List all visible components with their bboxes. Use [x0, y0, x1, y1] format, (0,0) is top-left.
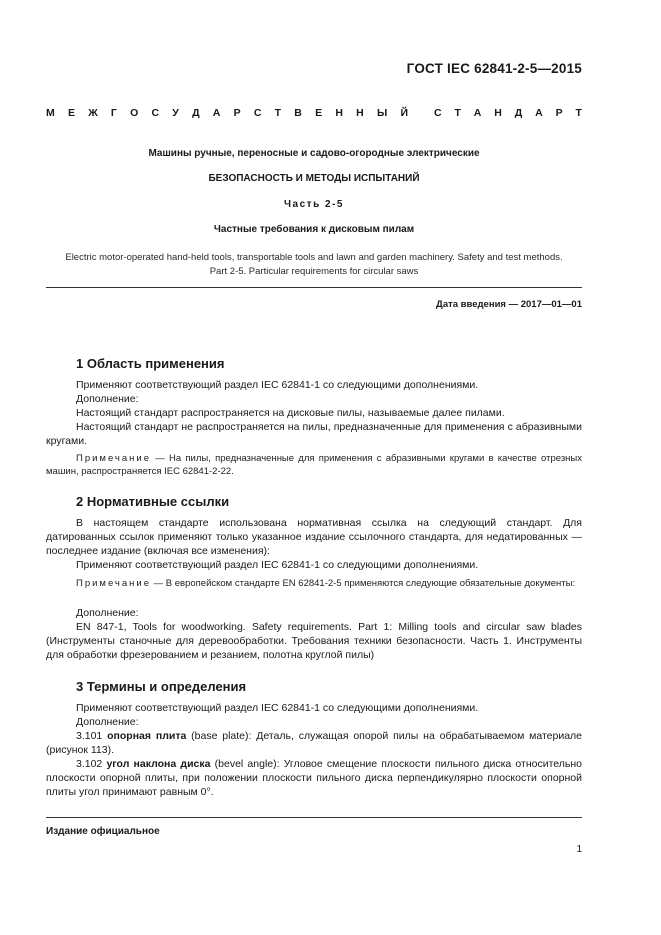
- banner-letter: О: [130, 107, 139, 119]
- section-2-heading: 2 Нормативные ссылки: [76, 494, 230, 509]
- section-2-p4: EN 847-1, Tools for woodworking. Safety requirements. Part 1: Milling tools and circular saw blades (Инструменты станочные для деревообработки. Требования техники безопасности. Часть 1. Инструменты для обработки фрезерованием и резанием, полотна круглой пилы): [46, 621, 582, 661]
- banner-letter: В: [294, 107, 302, 119]
- standard-designation: ГОСТ IEC 62841-2-5—2015: [406, 61, 582, 76]
- banner-letter: С: [151, 107, 160, 119]
- banner-word-standard: [434, 107, 582, 119]
- banner-letter: Й: [400, 107, 408, 119]
- section-1-p2: Дополнение:: [76, 393, 139, 405]
- title-part: Часть 2-5: [284, 199, 344, 210]
- section-1-p3: Настоящий стандарт распространяется на дисковые пилы, называемые далее пилами.: [76, 407, 505, 419]
- section-2-addition: [46, 606, 582, 662]
- title-english-line-2: Part 2-5. Particular requirements for circular saws: [209, 266, 419, 277]
- title-russian: Машины ручные, переносные и садово-огородные электрические: [148, 148, 480, 159]
- banner-letter: Д: [192, 107, 200, 119]
- banner-letter: А: [212, 107, 221, 119]
- header-divider: [46, 287, 582, 288]
- section-3-p1: Применяют соответствующий раздел IEC 62841-1 со следующими дополнениями.: [76, 702, 479, 714]
- banner-letter: Д: [514, 107, 523, 119]
- banner-letter: М: [46, 107, 55, 119]
- title-english: [46, 251, 582, 279]
- section-2-p2: Применяют соответствующий раздел IEC 62841-1 со следующими дополнениями.: [76, 559, 479, 571]
- banner-letter: Т: [454, 107, 461, 119]
- title-safety: БЕЗОПАСНОСТЬ И МЕТОДЫ ИСПЫТАНИЙ: [208, 173, 420, 184]
- section-1-note-text: — На пилы, предназначенные для применения с абразивными кругами в качестве отрезных машин, распространяется IEC 62841-2-22.: [46, 453, 582, 477]
- banner-letter: С: [434, 107, 442, 119]
- section-3-paragraphs: [46, 701, 582, 799]
- banner-letter: Г: [110, 107, 117, 119]
- banner-letter: Ы: [376, 107, 388, 119]
- section-2-p1: В настоящем стандарте использована нормативная ссылка на следующий стандарт. Для датированных ссылок применяют только указанное издание ссылочного стандарта, для недатированных — последнее издание (включая все изменения):: [46, 517, 582, 557]
- section-2-p3: Дополнение:: [76, 607, 139, 619]
- banner-letter: А: [535, 107, 543, 119]
- section-2-note-text: — В европейском стандарте EN 62841-2-5 применяются следующие обязательные документы:: [151, 578, 576, 589]
- banner-letter: Н: [494, 107, 502, 119]
- section-1-p4: Настоящий стандарт не распространяется на пилы, предназначенные для применения с абразивными кругами.: [46, 421, 582, 447]
- term-3-102-definition: (bevel angle): Угловое смещение плоскости пильного диска относительно плоскости опорной плиты, при положении плоскости пильного диска перпендикулярно плоскости опорной плиты угол принимают равным 0°.: [46, 758, 582, 798]
- section-1-note: [46, 452, 582, 478]
- term-3-102-term: угол наклона диска: [106, 758, 211, 770]
- term-3-101-definition: (base plate): Деталь, служащая опорой пилы на обрабатываемом материале (рисунок 113).: [46, 730, 583, 756]
- term-3-102-number: 3.102: [76, 758, 103, 770]
- title-particular-requirements: Частные требования к дисковым пилам: [213, 224, 415, 235]
- banner-letter: Н: [356, 107, 364, 119]
- page-number: 1: [576, 844, 582, 855]
- section-2-paragraphs: [46, 516, 582, 572]
- section-3-heading: 3 Термины и определения: [76, 679, 247, 694]
- banner-letter: Е: [315, 107, 323, 119]
- term-3-101-term: опорная плита: [107, 730, 187, 742]
- title-english-line-1: Electric motor-operated hand-held tools, transportable tools and lawn and garden machinery. Safety and test methods.: [65, 252, 563, 263]
- section-1-paragraphs: [46, 378, 582, 448]
- section-2-note: [46, 577, 582, 590]
- banner-letter: Е: [67, 107, 75, 119]
- banner-letter: С: [253, 107, 262, 119]
- section-3-p2: Дополнение:: [76, 716, 139, 728]
- introduction-date: Дата введения — 2017—01—01: [436, 299, 582, 310]
- banner-letter: Ж: [88, 107, 98, 119]
- section-1-heading: 1 Область применения: [76, 356, 225, 371]
- banner-word-interstate: [46, 107, 408, 119]
- banner-letter: Н: [335, 107, 343, 119]
- banner-letter: Т: [575, 107, 582, 119]
- term-3-101-number: 3.101: [76, 730, 103, 742]
- banner-letter: У: [172, 107, 179, 119]
- official-edition-label: Издание официальное: [46, 826, 160, 837]
- banner-letter: Т: [274, 107, 282, 119]
- banner-letter: Р: [233, 107, 241, 119]
- footer-divider: [46, 817, 582, 818]
- section-1-note-label: Примечание: [76, 453, 151, 464]
- section-2-note-label: Примечание: [76, 578, 151, 589]
- banner-letter: Р: [555, 107, 563, 119]
- section-1-p1: Применяют соответствующий раздел IEC 62841-1 со следующими дополнениями.: [76, 379, 479, 391]
- banner-letter: А: [473, 107, 482, 119]
